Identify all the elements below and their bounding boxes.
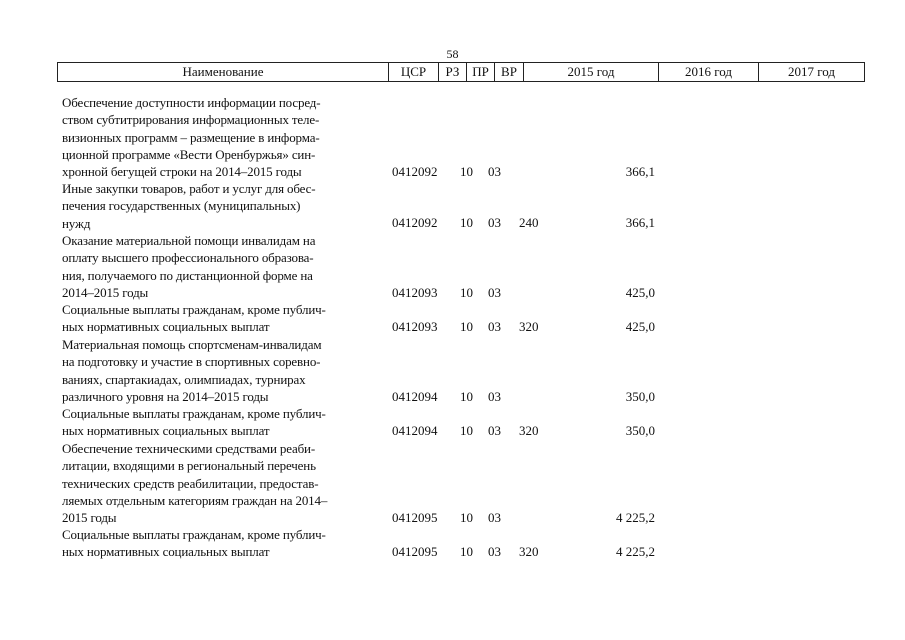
row-rz: 10 bbox=[460, 319, 473, 334]
row-rz: 10 bbox=[460, 215, 473, 230]
row-pr: 03 bbox=[488, 319, 501, 334]
row-csr: 0412092 bbox=[392, 215, 438, 230]
header-2015: 2015 год bbox=[524, 63, 659, 81]
row-vr: 320 bbox=[519, 544, 539, 559]
row-csr: 0412095 bbox=[392, 544, 438, 559]
row-name: Оказание материальной помощи инвалидам на оплату высшего профессионального образова- ния, получаемого по дистанционной форме на 2014–2015 годы bbox=[62, 233, 316, 300]
row-2015: 4 225,2 bbox=[616, 510, 655, 525]
row-name: Обеспечение доступности информации посред- ством субтитрирования информационных теле- визионных программ – размещение в информа- ционной программе «Вести Оренбуржья» син- хронной бегущей строки на 2014–2015 годы bbox=[62, 95, 321, 180]
row-2015: 366,1 bbox=[625, 215, 655, 230]
row-csr: 0412092 bbox=[392, 164, 438, 179]
row-2015: 425,0 bbox=[625, 319, 655, 334]
row-2015: 350,0 bbox=[625, 389, 655, 404]
row-2015: 350,0 bbox=[625, 423, 655, 438]
row-pr: 03 bbox=[488, 285, 501, 300]
header-2016: 2016 год bbox=[659, 63, 759, 81]
row-csr: 0412093 bbox=[392, 319, 438, 334]
row-pr: 03 bbox=[488, 164, 501, 179]
row-rz: 10 bbox=[460, 423, 473, 438]
header-csr: ЦСР bbox=[389, 63, 439, 81]
row-2015: 4 225,2 bbox=[616, 544, 655, 559]
row-pr: 03 bbox=[488, 510, 501, 525]
row-2015: 425,0 bbox=[625, 285, 655, 300]
row-pr: 03 bbox=[488, 215, 501, 230]
row-csr: 0412093 bbox=[392, 285, 438, 300]
row-vr: 320 bbox=[519, 423, 539, 438]
header-name: Наименование bbox=[58, 63, 389, 81]
row-vr: 320 bbox=[519, 319, 539, 334]
row-rz: 10 bbox=[460, 285, 473, 300]
row-csr: 0412095 bbox=[392, 510, 438, 525]
row-rz: 10 bbox=[460, 544, 473, 559]
row-pr: 03 bbox=[488, 544, 501, 559]
row-name: Материальная помощь спортсменам-инвалидам на подготовку и участие в спортивных соревно- ваниях, спартакиадах, олимпиадах, турнирах различного уровня на 2014–2015 годы bbox=[62, 337, 322, 404]
row-rz: 10 bbox=[460, 510, 473, 525]
row-name: Социальные выплаты гражданам, кроме публич- ных нормативных социальных выплат bbox=[62, 406, 326, 439]
page-number: 58 bbox=[446, 47, 459, 61]
row-name: Социальные выплаты гражданам, кроме публич- ных нормативных социальных выплат bbox=[62, 302, 326, 335]
row-2015: 366,1 bbox=[625, 164, 655, 179]
row-pr: 03 bbox=[488, 389, 501, 404]
row-name: Обеспечение техническими средствами реаби- литации, входящими в региональный перечень технических средств реабилитации, предостав- ляемых отдельным категориям граждан на 2014– 2015 годы bbox=[62, 441, 328, 526]
row-rz: 10 bbox=[460, 389, 473, 404]
row-vr: 240 bbox=[519, 215, 539, 230]
row-name: Иные закупки товаров, работ и услуг для обес- печения государственных (муниципальных) нужд bbox=[62, 181, 316, 231]
header-vr: ВР bbox=[495, 63, 524, 81]
row-csr: 0412094 bbox=[392, 423, 438, 438]
header-2017: 2017 год bbox=[788, 64, 835, 79]
header-pr: ПР bbox=[467, 63, 495, 81]
row-pr: 03 bbox=[488, 423, 501, 438]
row-rz: 10 bbox=[460, 164, 473, 179]
row-csr: 0412094 bbox=[392, 389, 438, 404]
row-name: Социальные выплаты гражданам, кроме публич- ных нормативных социальных выплат bbox=[62, 527, 326, 560]
header-rz: РЗ bbox=[439, 63, 467, 81]
